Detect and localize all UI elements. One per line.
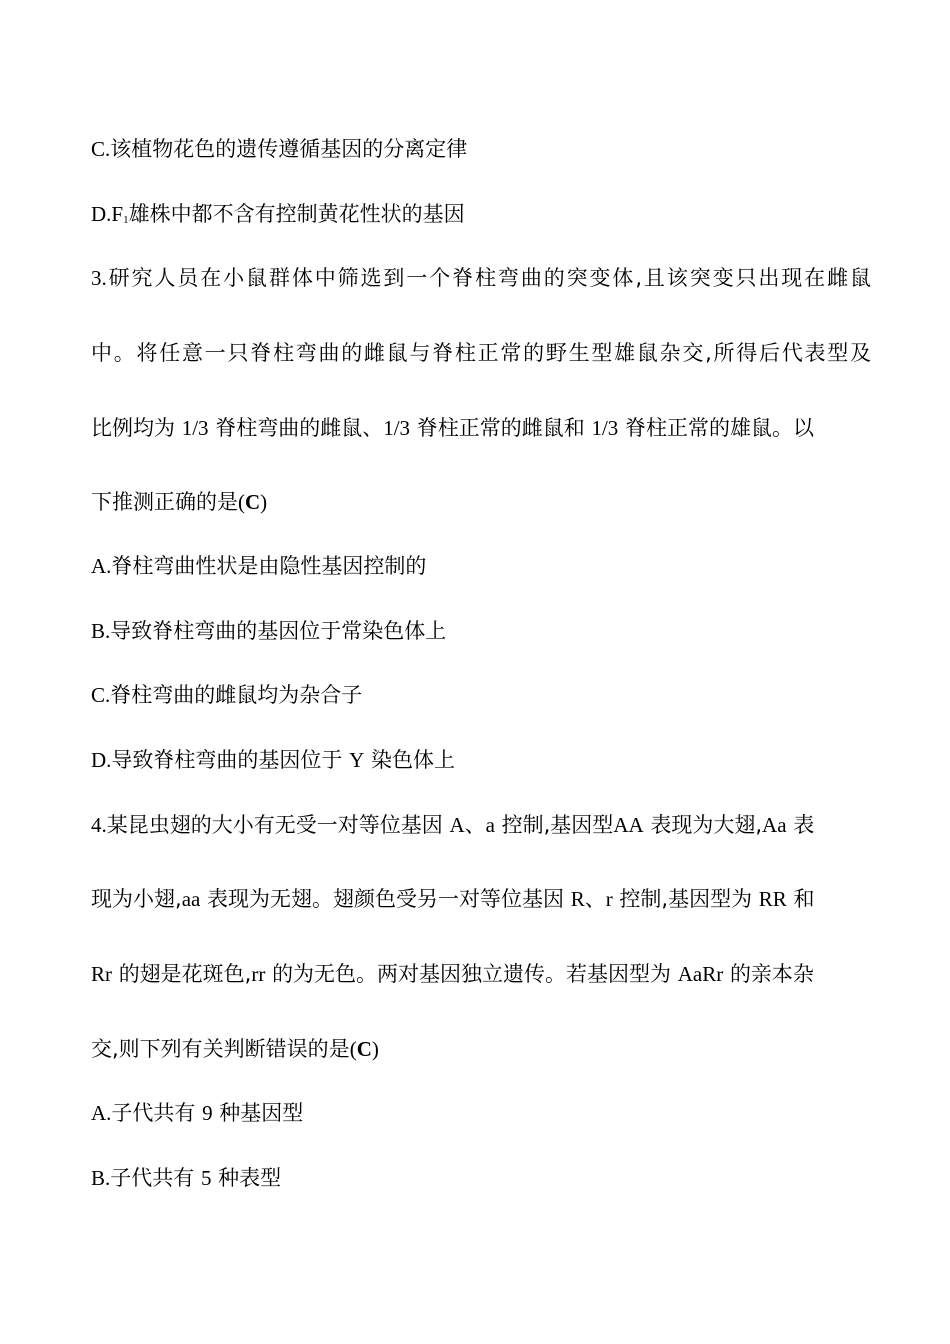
option-prefix: C. (91, 683, 111, 707)
stem-text: 比例均为 (91, 416, 175, 440)
option-text: 脊柱弯曲的雌鼠均为杂合子 (110, 683, 363, 707)
option-prefix: A. (91, 1101, 112, 1125)
stem-text: 的为无色。两对基因独立遗传。若基因型为 (272, 962, 672, 986)
q3-option-a (91, 551, 871, 581)
option-text: 种表型 (218, 1166, 282, 1190)
paren: ( (238, 490, 245, 514)
stem-text: 脊柱正常的雌鼠和 (416, 416, 585, 440)
number: 5 (200, 1166, 212, 1190)
gene-symbol: Y (349, 748, 365, 772)
subscript: 1 (123, 214, 129, 226)
gene-symbol: AaRr (677, 962, 724, 986)
fraction: 1/3 (181, 416, 209, 440)
q4-option-a (91, 1098, 871, 1128)
option-text: 染色体上 (370, 748, 455, 772)
fraction: 1/3 (591, 416, 619, 440)
stem-text: 下推测正确的是 (91, 490, 238, 514)
gene-symbol: R (570, 887, 585, 911)
q3-stem-line-4 (91, 487, 871, 517)
option-prefix: D. (91, 748, 112, 772)
stem-text: 的亲本杂 (729, 962, 814, 986)
q2-option-c (91, 134, 871, 164)
q3-stem-line-3 (91, 413, 871, 443)
stem-text: 研究人员在小鼠群体中筛选到一个脊柱弯曲的突变体,且该突变只出现在雌鼠 (106, 266, 871, 290)
option-prefix: B. (91, 619, 111, 643)
gene-symbol: a (485, 813, 495, 837)
paren: ) (260, 490, 268, 514)
q4-option-b (91, 1163, 871, 1193)
option-text: 子代共有 (111, 1101, 196, 1125)
stem-text: 、 (584, 887, 606, 911)
number: 9 (202, 1101, 213, 1125)
stem-text: 控制,基因型为 (619, 887, 753, 911)
option-text: 导致脊柱弯曲的基因位于常染色体上 (110, 619, 447, 643)
stem-text: 脊柱正常的雄鼠。以 (624, 416, 814, 440)
gene-symbol: Rr (91, 962, 112, 986)
stem-text: 、 (464, 813, 486, 837)
paren: ( (349, 1037, 357, 1061)
stem-text: 表现为无翅。翅颜色受另一对等位基因 (207, 887, 565, 911)
gene-symbol: AA (613, 813, 644, 837)
q3-stem-line-1 (91, 263, 871, 293)
q4-stem-line-3 (91, 959, 871, 989)
stem-text: 控制,基因型 (501, 813, 614, 837)
gene-symbol: r (605, 887, 613, 911)
q3-stem-line-2 (91, 338, 871, 368)
option-text: 该植物花色的遗传遵循基因的分离定律 (110, 137, 468, 161)
answer-key: C (356, 1037, 372, 1061)
option-prefix: A. (91, 554, 112, 578)
option-text: 脊柱弯曲性状是由隐性基因控制的 (111, 554, 427, 578)
option-prefix: D.F (91, 202, 124, 226)
question-number: 3. (91, 266, 107, 290)
gene-symbol: aa (181, 887, 201, 911)
stem-text: 交,则下列有关判断错误的是 (91, 1037, 350, 1061)
gene-symbol: Aa (762, 813, 787, 837)
stem-text: 和 (793, 887, 815, 911)
stem-text: 的翅是花斑色, (118, 962, 252, 986)
stem-text: 表现为大翅, (650, 813, 763, 837)
q3-option-b (91, 616, 871, 646)
q4-stem-line-1 (91, 810, 871, 840)
gene-symbol: A (449, 813, 465, 837)
gene-symbol: RR (758, 887, 787, 911)
question-number: 4. (91, 813, 107, 837)
q3-option-d (91, 745, 871, 775)
option-prefix: C. (91, 137, 111, 161)
option-prefix: B. (91, 1166, 111, 1190)
option-text: 雄株中都不含有控制黄花性状的基因 (128, 202, 465, 226)
q4-stem-line-4 (91, 1034, 871, 1064)
option-text: 种基因型 (219, 1101, 304, 1125)
stem-text: 表 (793, 813, 815, 837)
fraction: 1/3 (383, 416, 411, 440)
stem-text: 某昆虫翅的大小有无受一对等位基因 (106, 813, 443, 837)
stem-text: 脊柱弯曲的雌鼠、 (215, 416, 384, 440)
option-text: 导致脊柱弯曲的基因位于 (111, 748, 343, 772)
paren: ) (371, 1037, 379, 1061)
stem-text: 中。将任意一只脊柱弯曲的雌鼠与脊柱正常的野生型雄鼠杂交,所得后代表型及 (91, 341, 871, 365)
gene-symbol: rr (251, 962, 266, 986)
answer-key: C (245, 490, 261, 514)
q4-stem-line-2 (91, 884, 871, 914)
q2-option-d (91, 199, 871, 235)
option-text: 子代共有 (110, 1166, 195, 1190)
q3-option-c (91, 680, 871, 710)
stem-text: 现为小翅, (91, 887, 182, 911)
